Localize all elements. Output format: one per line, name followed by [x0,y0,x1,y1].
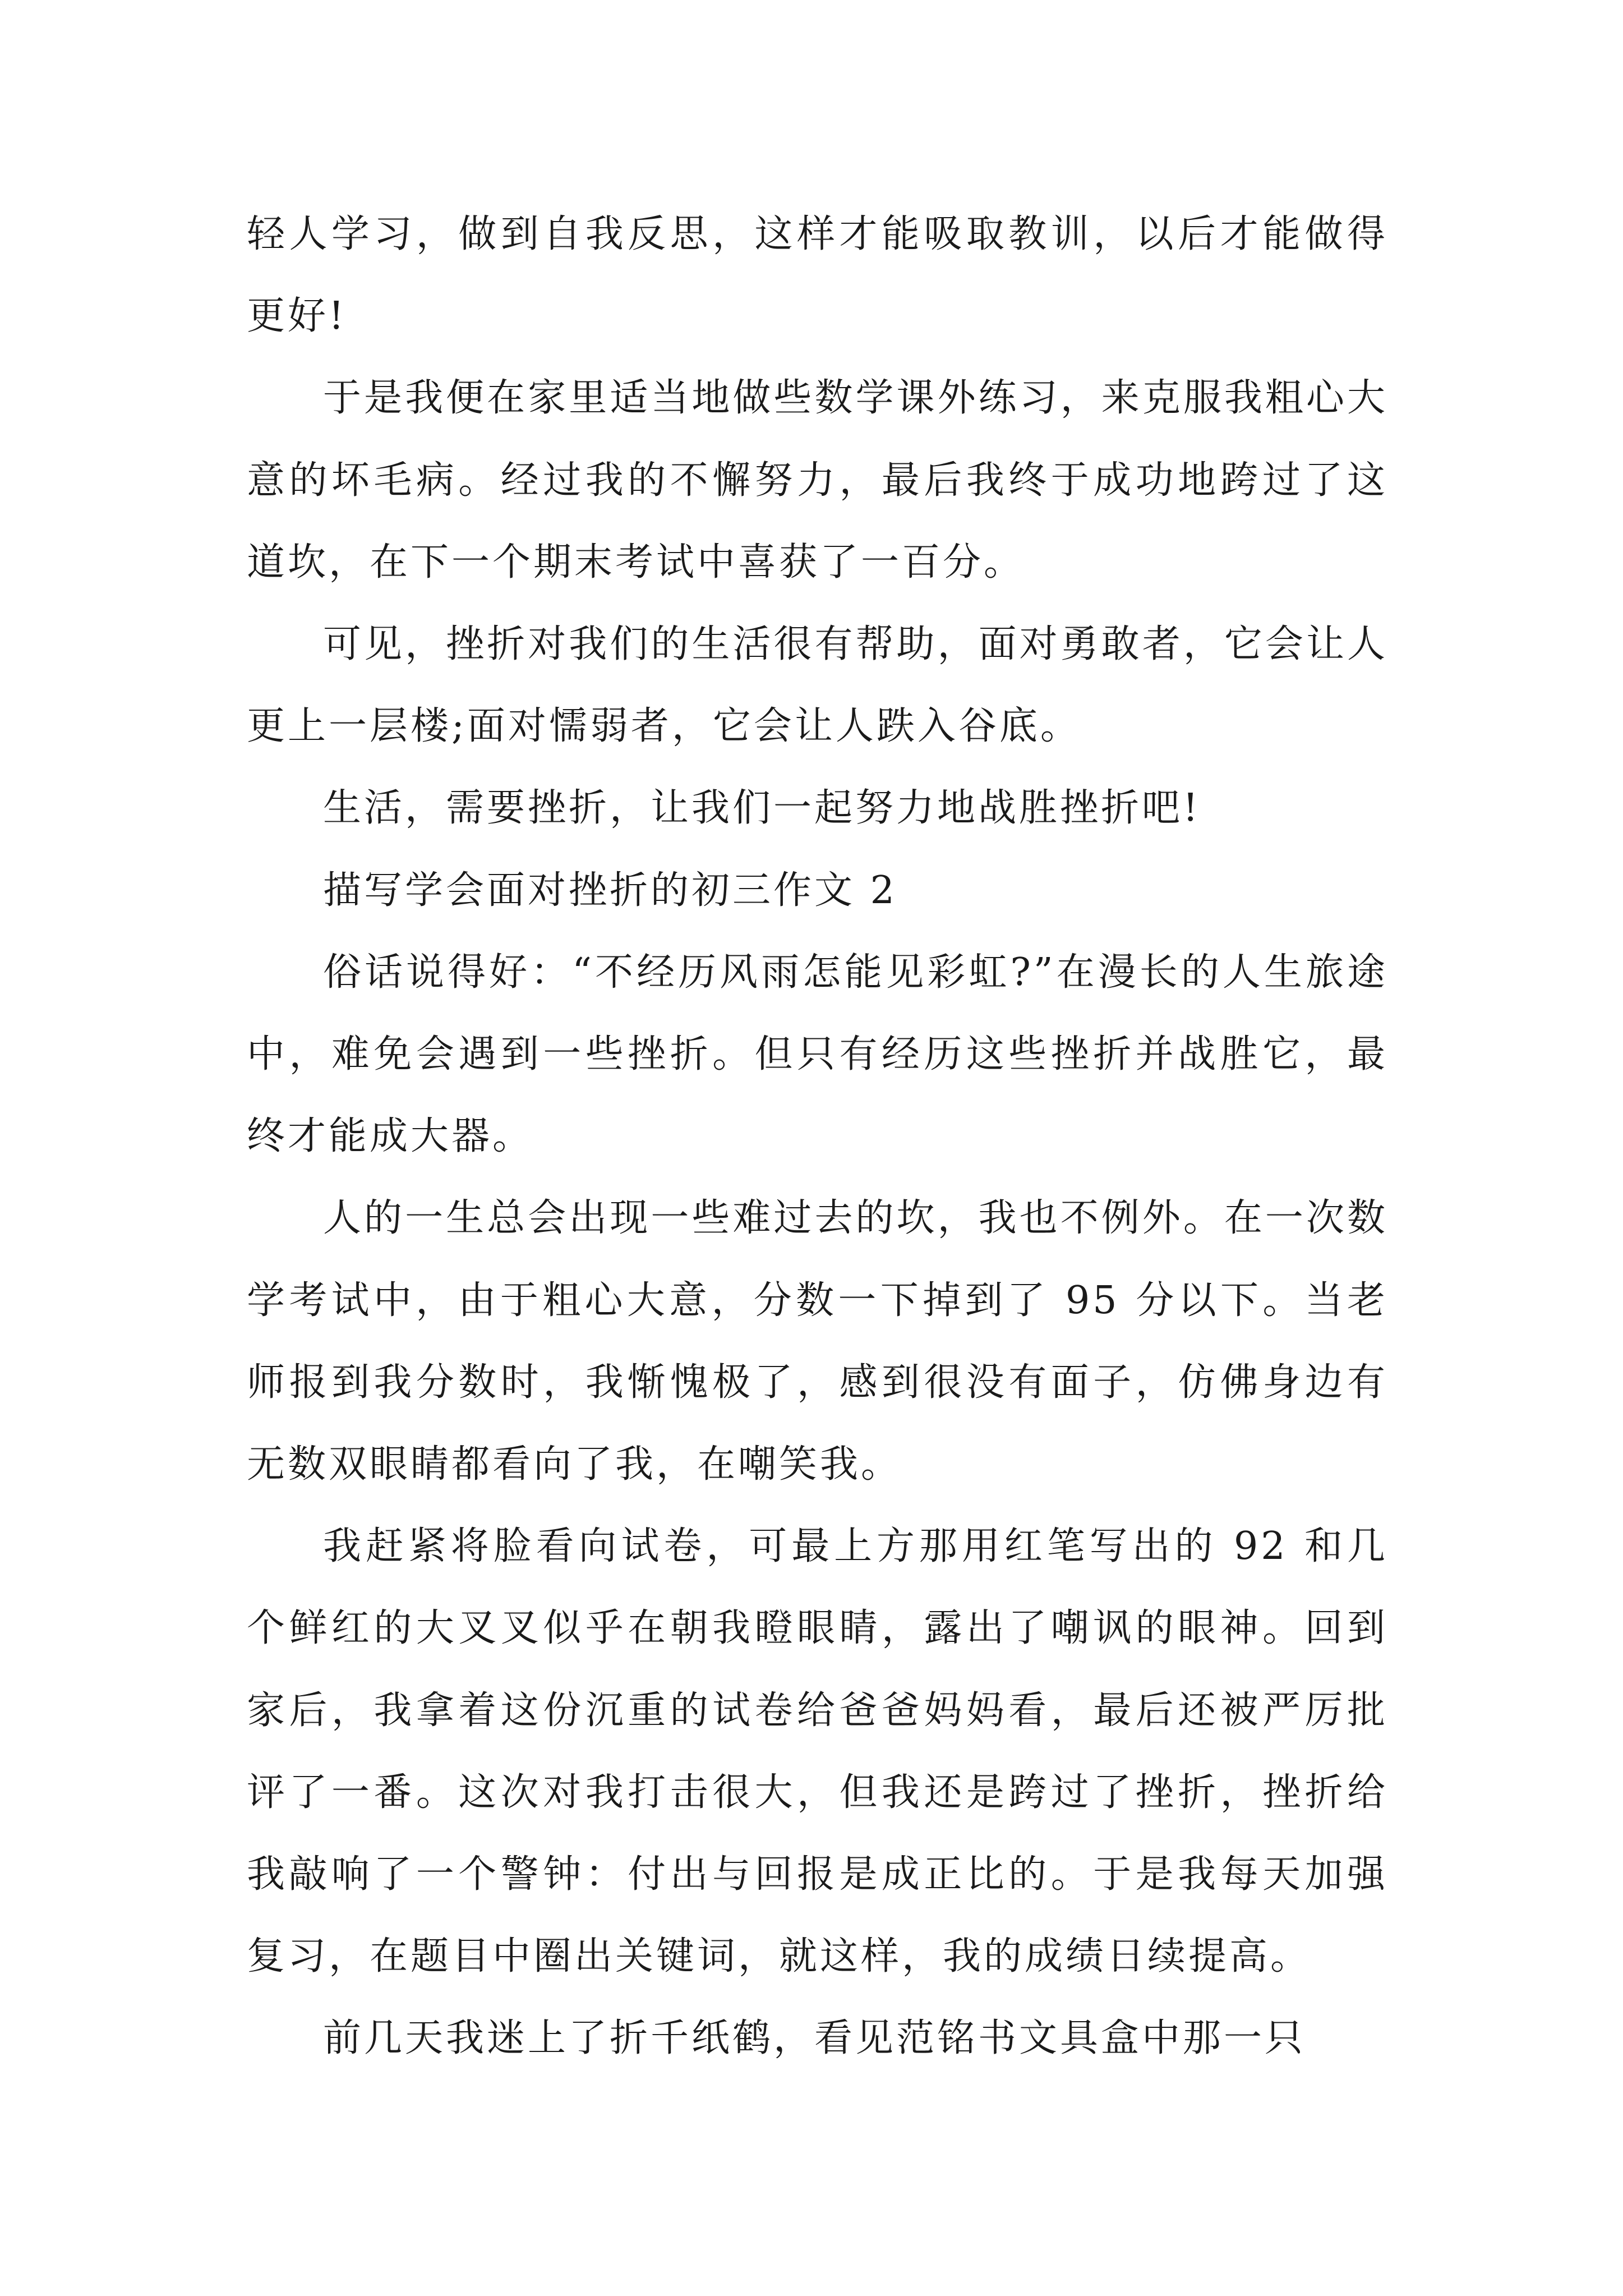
paragraph-continuation: 轻人学习，做到自我反思，这样才能吸取教训，以后才能做得更好! [247,212,1388,339]
paragraph: 我赶紧将脸看向试卷，可最上方那用红笔写出的 92 和几个鲜红的大叉叉似乎在朝我瞪眼睛，露出了嘲讽的眼神。回到家后，我拿着这份沉重的试卷给爸爸妈妈看，最后还被严厉批评了一番。这次对我打击很大，但我还是跨过了挫折，挫折给我敲响了一个警钟：付出与回报是成正比的。于是我每天加强复习，在题目中圈出关键词，就这样，我的成绩日续提高。 [247,1524,1388,1979]
paragraph: 俗话说得好：“不经历风雨怎能见彩虹?”在漫长的人生旅途中，难免会遇到一些挫折。但只有经历这些挫折并战胜它，最终才能成大器。 [247,950,1388,1159]
paragraph: 人的一生总会出现一些难过去的坎，我也不例外。在一次数学考试中，由于粗心大意，分数一下掉到了 95 分以下。当老师报到我分数时，我惭愧极了，感到很没有面子，仿佛身边有无数双眼睛都看向了我，在嘲笑我。 [247,1196,1388,1487]
paragraph: 可见，挫折对我们的生活很有帮助，面对勇敢者，它会让人更上一层楼;面对懦弱者，它会让人跌入谷底。 [247,622,1388,749]
essay-title: 描写学会面对挫折的初三作文 2 [323,868,897,913]
paragraph: 于是我便在家里适当地做些数学课外练习，来克服我粗心大意的坏毛病。经过我的不懈努力，最后我终于成功地跨过了这道坎，在下一个期末考试中喜获了一百分。 [247,376,1388,585]
essay-body [247,194,1388,2080]
paragraph: 生活，需要挫折，让我们一起努力地战胜挫折吧! [323,786,1201,831]
paragraph: 前几天我迷上了折千纸鹤，看见范铭书文具盒中那一只 [323,2016,1306,2061]
